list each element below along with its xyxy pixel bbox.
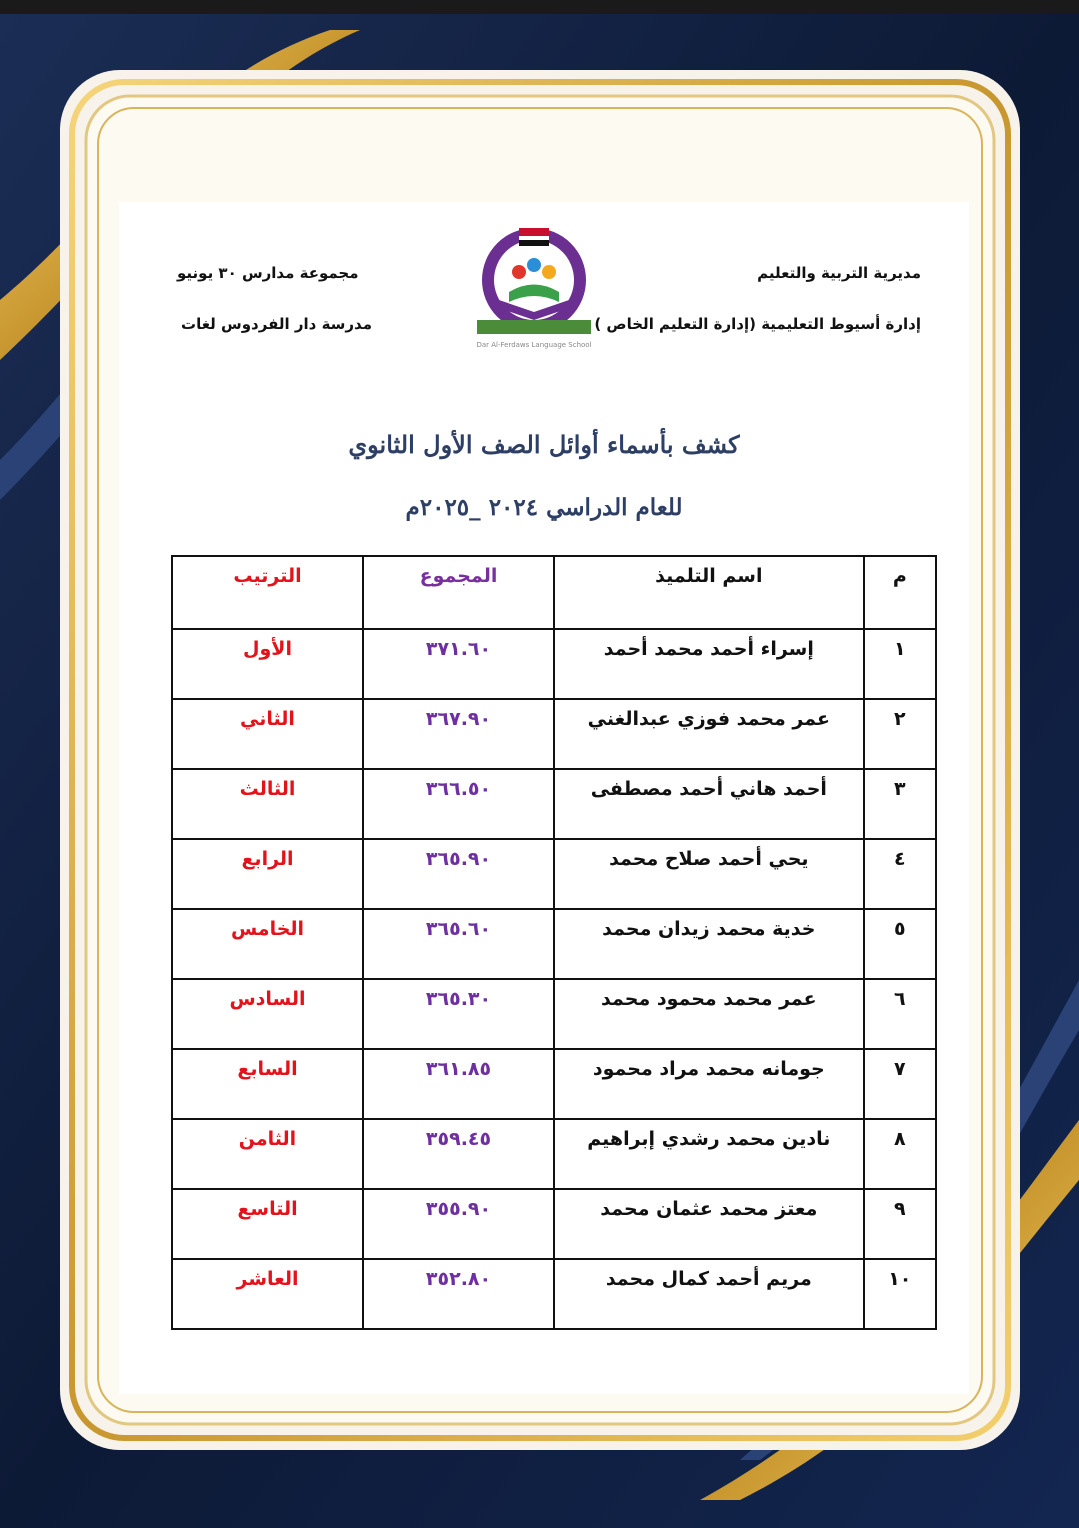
student-name: معتز محمد عثمان محمد [554, 1189, 864, 1259]
table-row [172, 909, 936, 979]
row-number: ٥ [864, 909, 936, 979]
student-name: يحي أحمد صلاح محمد [554, 839, 864, 909]
row-number: ١٠ [864, 1259, 936, 1329]
administration-label: إدارة أسيوط التعليمية (إدارة التعليم الخاص ) [594, 315, 921, 333]
table-header-row [172, 556, 936, 629]
row-number: ٦ [864, 979, 936, 1049]
student-total: ٣٦٥.٦٠ [363, 909, 554, 979]
document-page [119, 202, 969, 1394]
student-rank: الخامس [172, 909, 363, 979]
student-name: عمر محمد محمود محمد [554, 979, 864, 1049]
row-number: ٧ [864, 1049, 936, 1119]
row-number: ٩ [864, 1189, 936, 1259]
student-name: خدية محمد زيدان محمد [554, 909, 864, 979]
row-number: ٣ [864, 769, 936, 839]
directorate-label: مديرية التربية والتعليم [757, 264, 921, 282]
student-name: جومانه محمد مراد محمود [554, 1049, 864, 1119]
table-row [172, 1119, 936, 1189]
document-title: كشف بأسماء أوائل الصف الأول الثانوي [348, 430, 740, 459]
table-row [172, 769, 936, 839]
student-name: نادين محمد رشدي إبراهيم [554, 1119, 864, 1189]
student-name: أحمد هاني أحمد مصطفى [554, 769, 864, 839]
student-rank: التاسع [172, 1189, 363, 1259]
student-total: ٣٦١.٨٥ [363, 1049, 554, 1119]
table-row [172, 699, 936, 769]
table-row [172, 629, 936, 699]
table-row [172, 979, 936, 1049]
row-number: ٨ [864, 1119, 936, 1189]
student-total: ٣٦٥.٣٠ [363, 979, 554, 1049]
student-total: ٣٥٥.٩٠ [363, 1189, 554, 1259]
student-rank: السادس [172, 979, 363, 1049]
student-rank: الثالث [172, 769, 363, 839]
row-number: ١ [864, 629, 936, 699]
row-number: ٤ [864, 839, 936, 909]
student-rank: الأول [172, 629, 363, 699]
student-rank: العاشر [172, 1259, 363, 1329]
student-name: عمر محمد فوزي عبدالغني [554, 699, 864, 769]
school-logo [459, 222, 609, 352]
student-rank: السابع [172, 1049, 363, 1119]
student-rank: الرابع [172, 839, 363, 909]
student-rank: الثامن [172, 1119, 363, 1189]
student-total: ٣٥٢.٨٠ [363, 1259, 554, 1329]
header-total: المجموع [363, 556, 554, 629]
row-number: ٢ [864, 699, 936, 769]
student-rank: الثاني [172, 699, 363, 769]
student-name: مريم أحمد كمال محمد [554, 1259, 864, 1329]
table-row [172, 1259, 936, 1329]
table-row [172, 1049, 936, 1119]
schools-group-label: مجموعة مدارس ٣٠ يونيو [177, 264, 359, 282]
student-total: ٣٥٩.٤٥ [363, 1119, 554, 1189]
student-total: ٣٦٥.٩٠ [363, 839, 554, 909]
header-rank: الترتيب [172, 556, 363, 629]
student-total: ٣٧١.٦٠ [363, 629, 554, 699]
table-row [172, 1189, 936, 1259]
table-row [172, 839, 936, 909]
academic-year-subtitle: للعام الدراسي ٢٠٢٤ _٢٠٢٥م [405, 494, 683, 521]
school-name-label: مدرسة دار الفردوس لغات [181, 315, 373, 333]
header-number: م [864, 556, 936, 629]
header-student-name: اسم التلميذ [554, 556, 864, 629]
student-total: ٣٦٦.٥٠ [363, 769, 554, 839]
student-total: ٣٦٧.٩٠ [363, 699, 554, 769]
top-students-table [171, 555, 937, 1330]
svg-text:Dar Al-Ferdaws Language School: Dar Al-Ferdaws Language School [476, 341, 592, 349]
student-name: إسراء أحمد محمد أحمد [554, 629, 864, 699]
